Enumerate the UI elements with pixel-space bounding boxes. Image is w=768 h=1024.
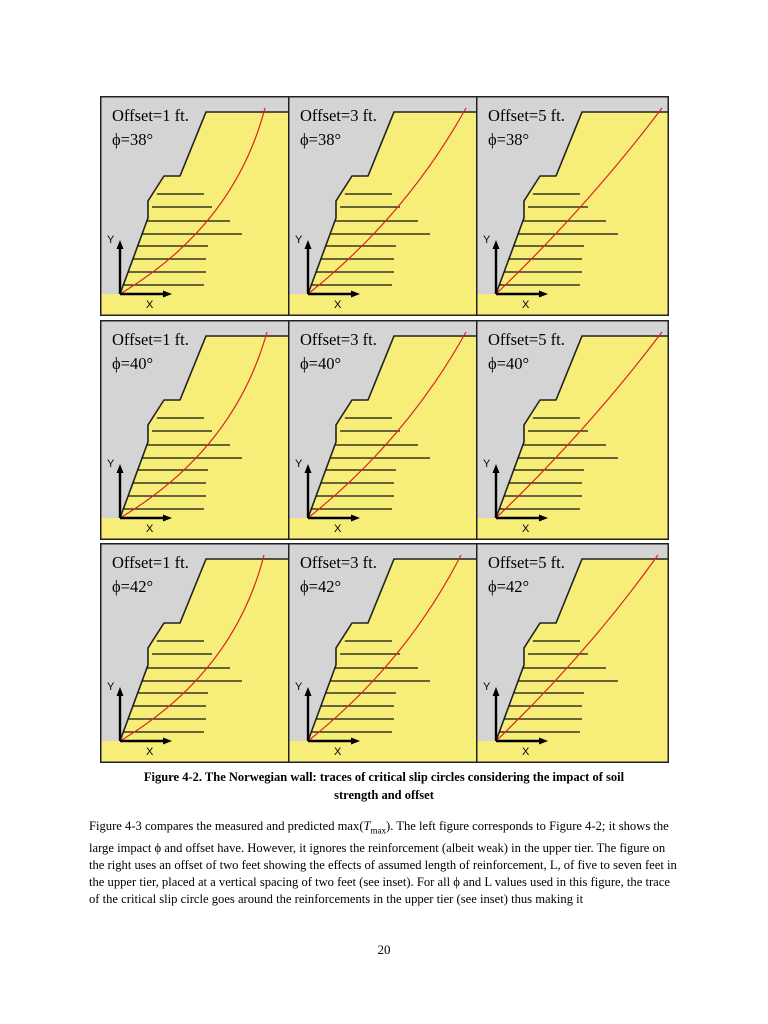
x-axis-label: X [334,523,342,535]
panel-drawing [288,543,481,763]
x-axis-label: X [146,299,154,311]
y-axis-label: Y [295,234,303,246]
slip-circle-panel [476,320,669,540]
t-symbol: T [363,819,371,833]
x-axis-label: X [334,746,342,758]
caption-line-1: Figure 4-2. The Norwegian wall: traces of critical slip circles considering the impact of soil [143,770,625,784]
slip-circle-panel [476,96,669,316]
x-axis-label: X [334,299,342,311]
x-axis-label: X [522,299,530,311]
paragraph-text-2: ). The left figure corresponds to Figure 4-2; it shows the large impact ϕ and offset have. However, it ignores the reinforcement (albeit weak) in the upper tier. The figure on the right uses an offset of two feet showing the effects of assumed length of reinforcement, L, of five to seven feet in the upper tier, placed at a vertical spacing of two feet (see inset). For all ϕ and L values used in this figure, the trace of the critical slip circle goes around the reinforcements in the upper tier (see inset) thus making it [89,819,677,907]
phi-label: ϕ=42° [112,577,154,596]
offset-label: Offset=3 ft. [300,106,377,125]
y-axis-label: Y [295,681,303,693]
x-axis-label: X [522,523,530,535]
phi-label: ϕ=38° [112,130,154,149]
offset-label: Offset=1 ft. [112,106,189,125]
panel-drawing [100,320,293,540]
y-axis-label: Y [483,234,491,246]
slip-circle-panel [100,543,293,763]
figure-caption [95,768,673,804]
offset-label: Offset=5 ft. [488,106,565,125]
panel-drawing [100,96,293,316]
caption-line-2: strength and offset [334,788,434,802]
phi-label: ϕ=42° [300,577,342,596]
panel-drawing [288,96,481,316]
phi-label: ϕ=40° [112,354,154,373]
offset-label: Offset=1 ft. [112,330,189,349]
page-number: 20 [377,942,391,957]
slip-circle-panel [288,320,481,540]
panel-drawing [476,96,669,316]
x-axis-label: X [522,746,530,758]
y-axis-label: Y [107,458,115,470]
paragraph-text-1: Figure 4-3 compares the measured and predicted max( [89,819,364,833]
y-axis-label: Y [107,681,115,693]
y-axis-label: Y [483,681,491,693]
slip-circle-panel [100,96,293,316]
panel-drawing [476,543,669,763]
offset-label: Offset=5 ft. [488,330,565,349]
body-paragraph [89,818,679,909]
slip-circle-panel [100,320,293,540]
panel-drawing [100,543,293,763]
phi-label: ϕ=42° [488,577,530,596]
offset-label: Offset=3 ft. [300,330,377,349]
panel-drawing [288,320,481,540]
slip-circle-panel [288,96,481,316]
y-axis-label: Y [483,458,491,470]
phi-label: ϕ=40° [488,354,530,373]
panel-drawing [476,320,669,540]
offset-label: Offset=1 ft. [112,553,189,572]
offset-label: Offset=3 ft. [300,553,377,572]
slip-circle-panel [288,543,481,763]
offset-label: Offset=5 ft. [488,553,565,572]
slip-circle-panel [476,543,669,763]
max-subscript: max [370,825,387,836]
y-axis-label: Y [295,458,303,470]
phi-label: ϕ=38° [488,130,530,149]
phi-label: ϕ=38° [300,130,342,149]
x-axis-label: X [146,746,154,758]
phi-label: ϕ=40° [300,354,342,373]
y-axis-label: Y [107,234,115,246]
x-axis-label: X [146,523,154,535]
